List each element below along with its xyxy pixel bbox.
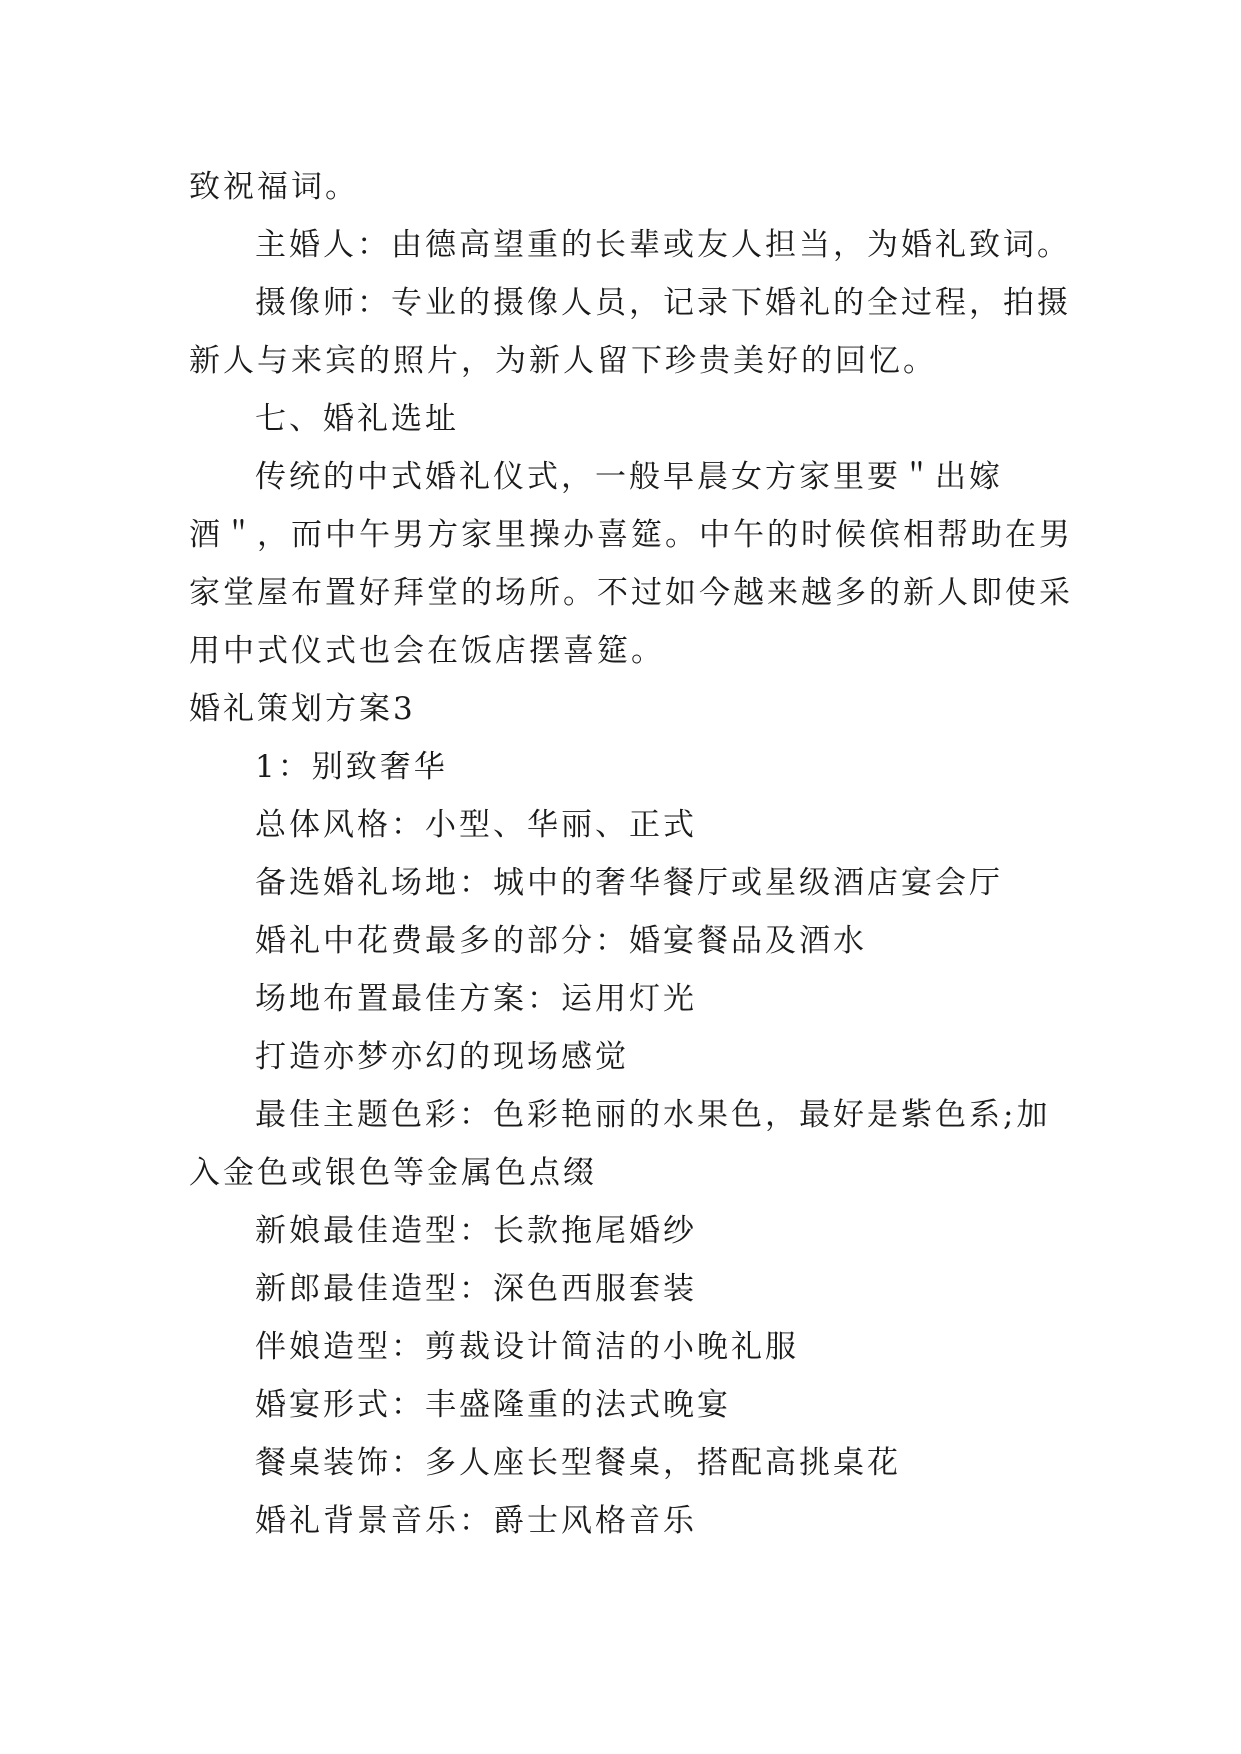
text-line: 传统的中式婚礼仪式，一般早晨女方家里要＂出嫁 xyxy=(255,459,1003,495)
text-line: 场地布置最佳方案：运用灯光 xyxy=(255,981,697,1017)
text-line: 1：别致奢华 xyxy=(255,749,448,785)
text-line: 婚宴形式：丰盛隆重的法式晚宴 xyxy=(255,1387,731,1423)
text-line: 家堂屋布置好拜堂的场所。不过如今越来越多的新人即使采 xyxy=(189,575,1073,611)
text-line: 备选婚礼场地：城中的奢华餐厅或星级酒店宴会厅 xyxy=(255,865,1003,901)
text-line: 婚礼背景音乐：爵士风格音乐 xyxy=(255,1503,697,1539)
text-line: 新娘最佳造型：长款拖尾婚纱 xyxy=(255,1213,697,1249)
text-line: 新人与来宾的照片，为新人留下珍贵美好的回忆。 xyxy=(189,343,937,379)
plan-title: 婚礼策划方案3 xyxy=(189,691,416,727)
text-line: 主婚人：由德高望重的长辈或友人担当，为婚礼致词。 xyxy=(255,227,1071,263)
text-line: 酒＂，而中午男方家里操办喜筵。中午的时候傧相帮助在男 xyxy=(189,517,1073,553)
text-line: 用中式仪式也会在饭店摆喜筵。 xyxy=(189,633,665,669)
text-line: 最佳主题色彩：色彩艳丽的水果色，最好是紫色系;加 xyxy=(255,1097,1051,1133)
text-line: 摄像师：专业的摄像人员，记录下婚礼的全过程，拍摄 xyxy=(255,285,1071,321)
text-line: 伴娘造型：剪裁设计简洁的小晚礼服 xyxy=(255,1329,799,1365)
text-line: 打造亦梦亦幻的现场感觉 xyxy=(255,1039,629,1075)
text-line: 入金色或银色等金属色点缀 xyxy=(189,1155,597,1191)
text-column xyxy=(189,158,1073,1550)
text-line: 餐桌装饰：多人座长型餐桌，搭配高挑桌花 xyxy=(255,1445,901,1481)
section-heading: 七、婚礼选址 xyxy=(255,401,459,437)
text-line: 致祝福词。 xyxy=(189,169,359,205)
text-line: 新郎最佳造型：深色西服套装 xyxy=(255,1271,697,1307)
text-line: 婚礼中花费最多的部分：婚宴餐品及酒水 xyxy=(255,923,867,959)
text-line: 总体风格：小型、华丽、正式 xyxy=(255,807,697,843)
